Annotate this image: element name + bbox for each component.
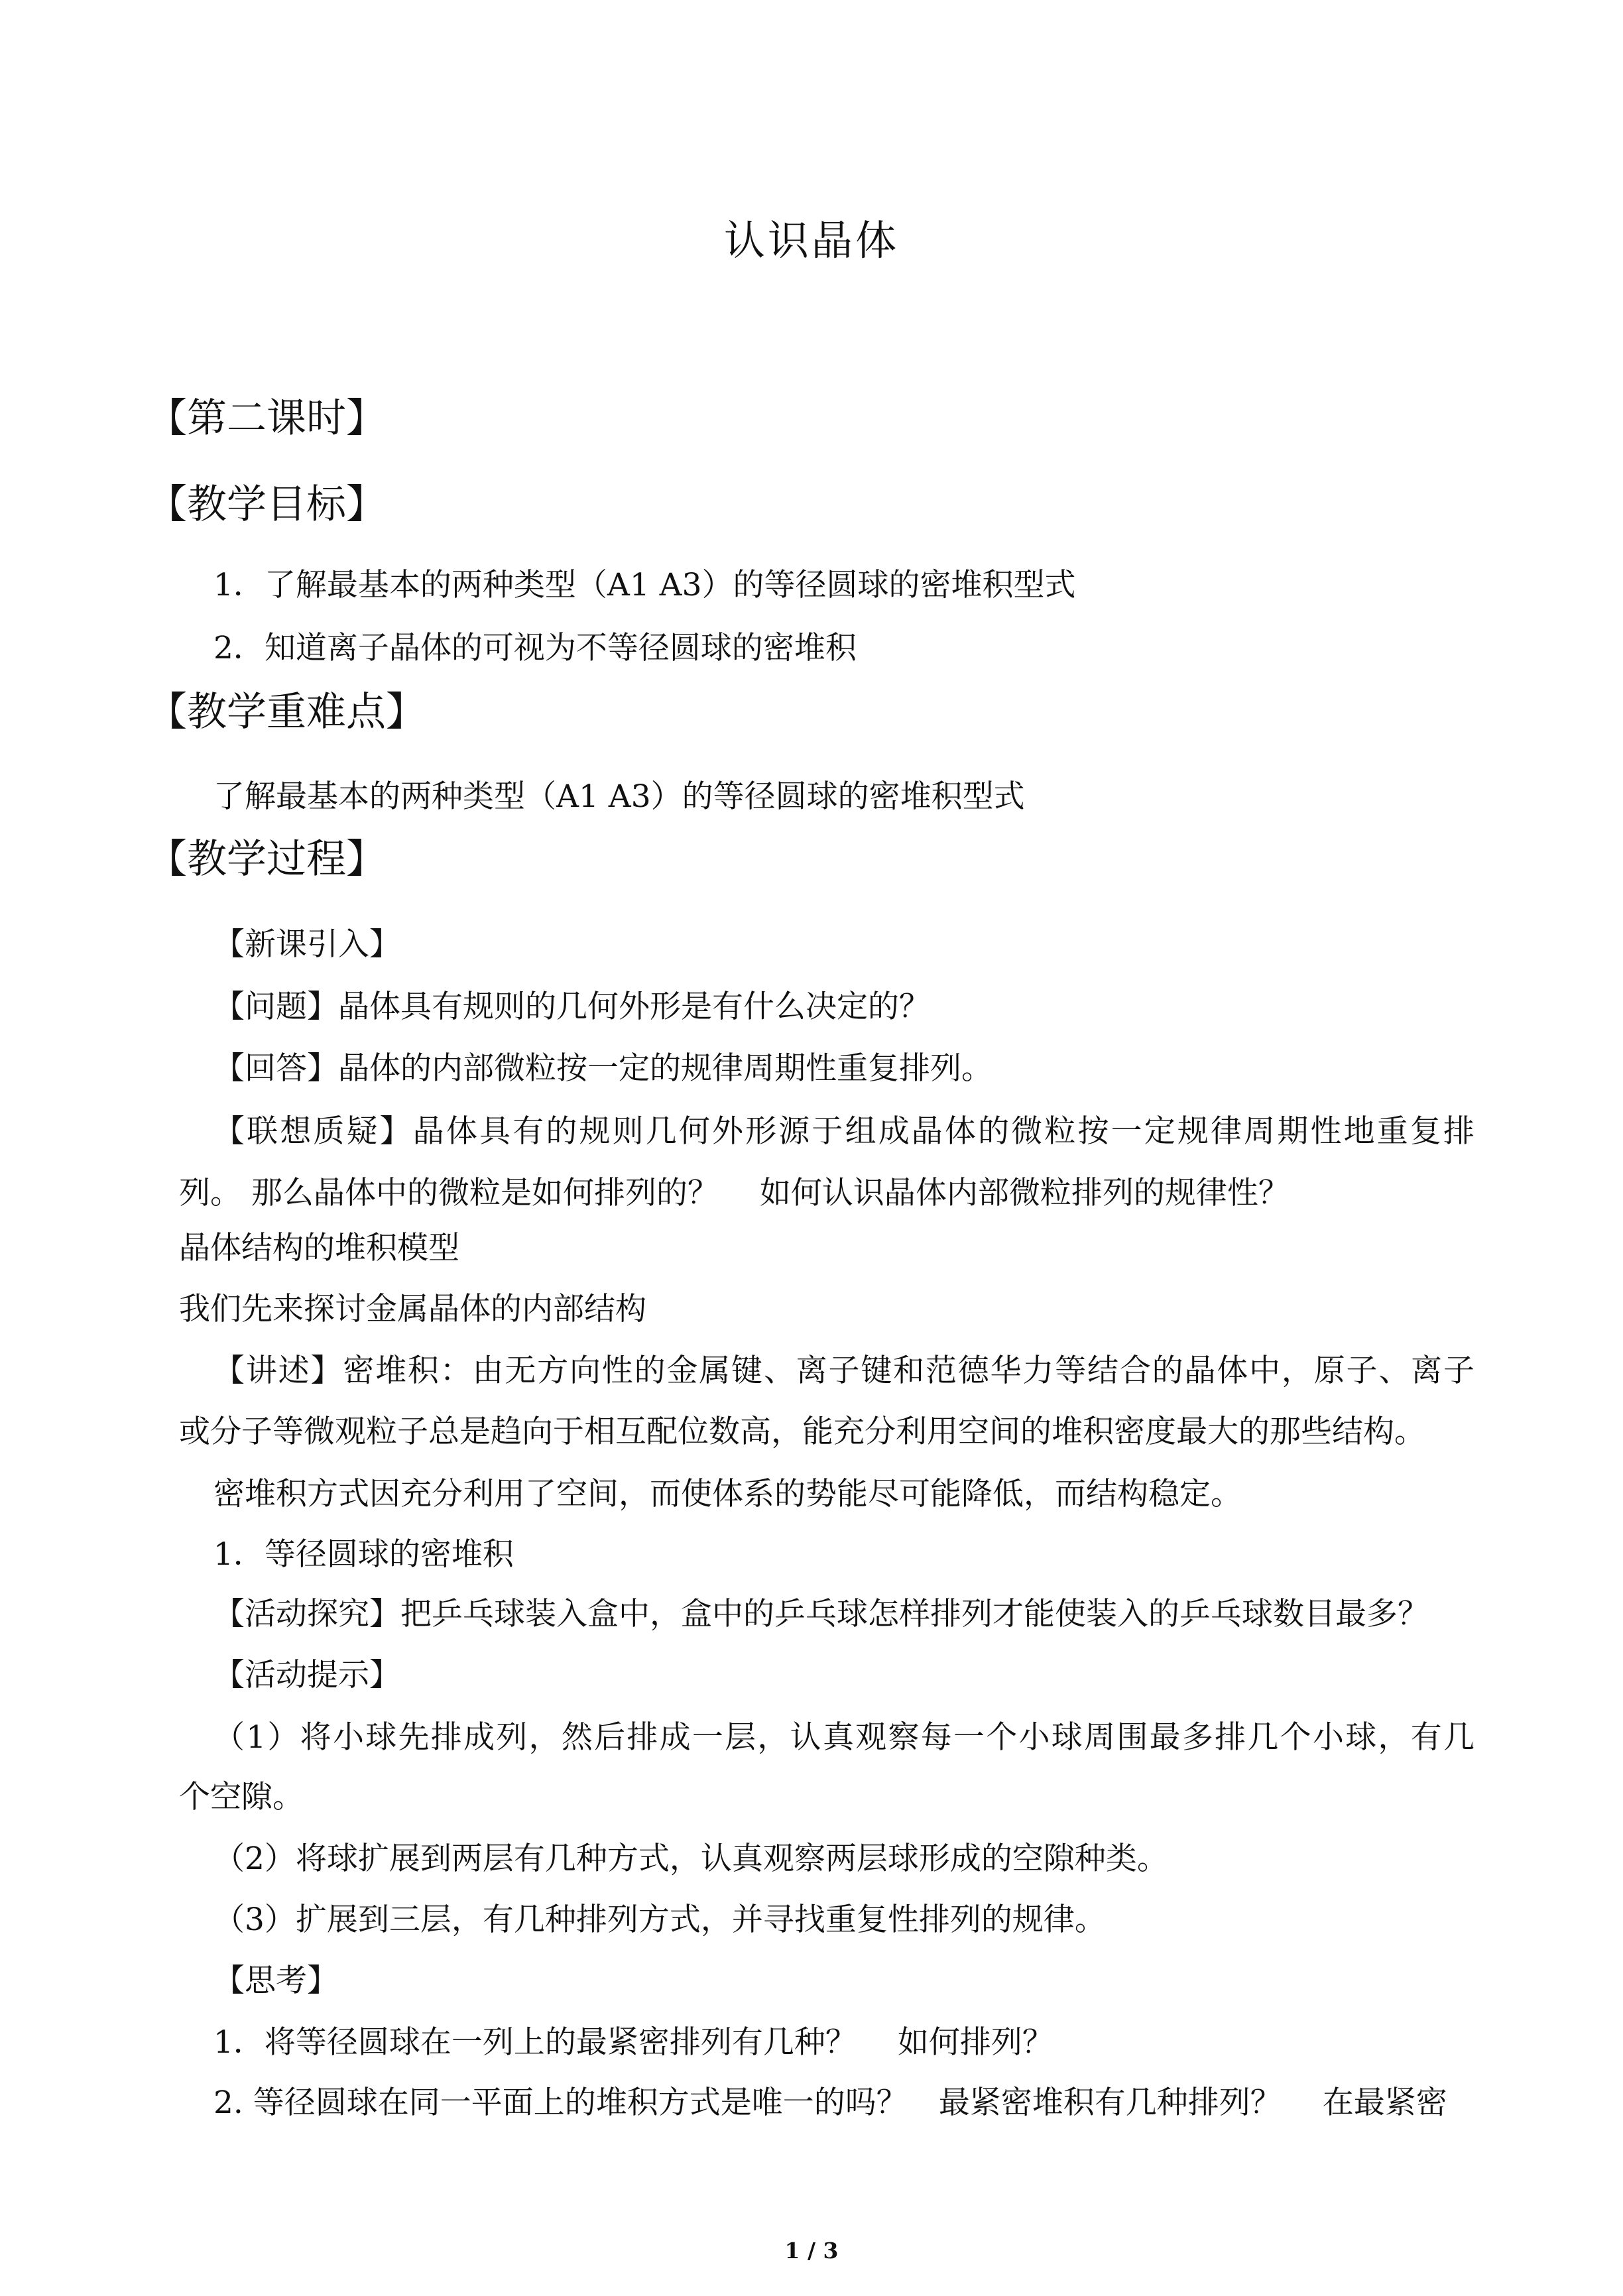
process-line: 个空隙。: [179, 1779, 304, 1815]
process-line: 【活动探究】把乒乓球装入盒中，盒中的乒乓球怎样排列才能使装入的乒乓球数目最多？: [213, 1596, 1429, 1632]
process-line: 1．将等径圆球在一列上的最紧密排列有几种？ 如何排列？: [213, 2024, 1053, 2061]
process-line: 【讲述】密堆积：由无方向性的金属键、离子键和范德华力等结合的晶体中，原子、离子: [213, 1353, 1474, 1389]
section-heading-period: 【第二课时】: [147, 395, 386, 442]
process-line: 1．等径圆球的密堆积: [213, 1536, 514, 1573]
process-line: 列。 那么晶体中的微粒是如何排列的？ 如何认识晶体内部微粒排列的规律性？: [179, 1175, 1290, 1211]
process-line: 我们先来探讨金属晶体的内部结构: [179, 1291, 646, 1327]
process-line: 晶体结构的堆积模型: [179, 1230, 459, 1266]
process-line: （2）将球扩展到两层有几种方式，认真观察两层球形成的空隙种类。: [213, 1841, 1168, 1877]
process-line: 【新课引入】: [213, 926, 400, 963]
process-line: 【联想质疑】晶体具有的规则几何外形源于组成晶体的微粒按一定规律周期性地重复排: [213, 1113, 1474, 1150]
process-line: 【回答】晶体的内部微粒按一定的规律周期性重复排列。: [213, 1050, 992, 1087]
process-line: 2. 等径圆球在同一平面上的堆积方式是唯一的吗？ 最紧密堆积有几种排列？ 在最紧密: [213, 2085, 1447, 2121]
process-line: 【思考】: [213, 1963, 338, 1999]
process-line: （1）将小球先排成列，然后排成一层，认真观察每一个小球周围最多排几个小球，有几: [213, 1719, 1474, 1756]
process-line: 密堆积方式因充分利用了空间，而使体系的势能尽可能降低，而结构稳定。: [213, 1476, 1242, 1512]
objective-item-1: 1．了解最基本的两种类型（A1 A3）的等径圆球的密堆积型式: [213, 567, 1076, 603]
process-line: 【活动提示】: [213, 1657, 400, 1693]
objective-item-2: 2．知道离子晶体的可视为不等径圆球的密堆积: [213, 630, 857, 666]
key-points-text: 了解最基本的两种类型（A1 A3）的等径圆球的密堆积型式: [213, 778, 1025, 815]
document-title: 认识晶体: [723, 216, 899, 265]
process-line: 或分子等微观粒子总是趋向于相互配位数高，能充分利用空间的堆积密度最大的那些结构。: [179, 1414, 1425, 1450]
section-heading-objectives: 【教学目标】: [147, 481, 386, 528]
process-line: （3）扩展到三层，有几种排列方式，并寻找重复性排列的规律。: [213, 1902, 1106, 1938]
process-line: 【问题】晶体具有规则的几何外形是有什么决定的？: [213, 989, 930, 1025]
section-heading-process: 【教学过程】: [147, 836, 386, 882]
page-number: 1 / 3: [784, 2238, 839, 2264]
section-heading-key-points: 【教学重难点】: [147, 689, 426, 735]
